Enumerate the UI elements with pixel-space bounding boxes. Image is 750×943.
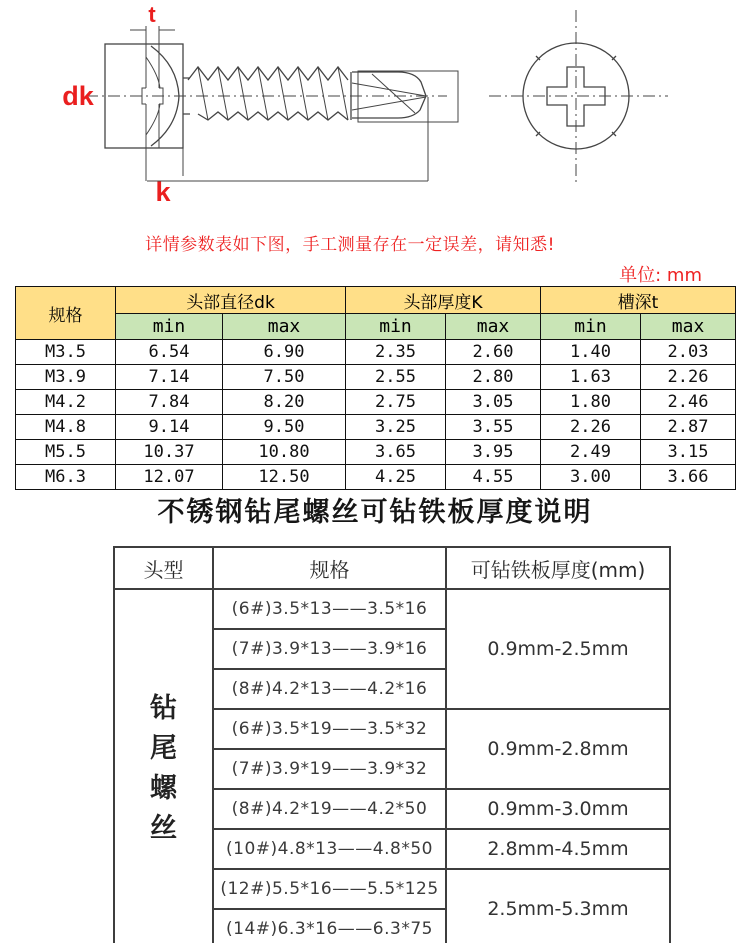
value-cell: 2.49 [541,440,641,465]
table-row [16,390,736,415]
thickness-cell: 0.9mm-2.8mm [446,709,670,789]
value-cell: 4.25 [346,465,446,490]
column-header-head-type: 头型 [114,547,213,589]
value-cell: 6.54 [116,340,223,365]
spec-cell: M6.3 [16,465,116,490]
spec-cell: (14#)6.3*16——6.3*75 [213,909,446,943]
spec-cell: (6#)3.5*13——3.5*16 [213,589,446,629]
value-cell: 12.07 [116,465,223,490]
value-cell: 2.87 [641,415,736,440]
drill-thickness-table [113,546,671,943]
value-cell: 3.00 [541,465,641,490]
column-header-spec: 规格 [213,547,446,589]
dimension-label-t: t [148,2,156,27]
subheader-max: max [223,314,346,340]
subheader-max: max [446,314,541,340]
column-header-spec: 规格 [16,287,116,340]
head-dimensions-table [15,286,736,490]
value-cell: 1.63 [541,365,641,390]
value-cell: 3.95 [446,440,541,465]
value-cell: 9.14 [116,415,223,440]
value-cell: 7.84 [116,390,223,415]
value-cell: 3.55 [446,415,541,440]
column-header-slot-depth: 槽深t [541,287,736,314]
spec-cell: M5.5 [16,440,116,465]
value-cell: 2.35 [346,340,446,365]
screw-side-view [62,2,458,207]
table-row [16,415,736,440]
value-cell: 4.55 [446,465,541,490]
spec-cell: M4.8 [16,415,116,440]
value-cell: 2.75 [346,390,446,415]
value-cell: 3.25 [346,415,446,440]
value-cell: 12.50 [223,465,346,490]
spec-cell: M3.5 [16,340,116,365]
value-cell: 2.80 [446,365,541,390]
value-cell: 10.37 [116,440,223,465]
unit-note: 单位: mm [619,265,702,286]
spec-cell: (8#)4.2*13——4.2*16 [213,669,446,709]
value-cell: 2.46 [641,390,736,415]
column-header-thickness: 可钻铁板厚度(mm) [446,547,670,589]
table-row [16,365,736,390]
column-header-head-diameter: 头部直径dk [116,287,346,314]
value-cell: 3.66 [641,465,736,490]
table-row [114,589,670,629]
value-cell: 2.03 [641,340,736,365]
section-title: 不锈钢钻尾螺丝可钻铁板厚度说明 [157,497,593,528]
value-cell: 6.90 [223,340,346,365]
value-cell: 3.05 [446,390,541,415]
table-subheader-row [16,314,736,340]
spec-cell: (8#)4.2*19——4.2*50 [213,789,446,829]
measurement-disclaimer: 详情参数表如下图，手工测量存在一定误差，请知悉! [145,235,555,255]
value-cell: 1.80 [541,390,641,415]
spec-cell: M3.9 [16,365,116,390]
table-row [16,340,736,365]
value-cell: 7.14 [116,365,223,390]
spec-cell: M4.2 [16,390,116,415]
spec-cell: (7#)3.9*19——3.9*32 [213,749,446,789]
spec-cell: (12#)5.5*16——5.5*125 [213,869,446,909]
thickness-cell: 2.8mm-4.5mm [446,829,670,869]
table-header-row [114,547,670,589]
value-cell: 3.65 [346,440,446,465]
screw-technical-drawing [0,0,750,215]
subheader-min: min [346,314,446,340]
value-cell: 2.26 [641,365,736,390]
dimension-label-k: k [155,177,171,207]
value-cell: 2.26 [541,415,641,440]
subheader-max: max [641,314,736,340]
value-cell: 8.20 [223,390,346,415]
head-type-value: 钻 尾 螺 丝 [114,589,213,943]
subheader-min: min [116,314,223,340]
value-cell: 2.60 [446,340,541,365]
value-cell: 3.15 [641,440,736,465]
column-header-head-thickness: 头部厚度K [346,287,541,314]
value-cell: 10.80 [223,440,346,465]
table-row [16,440,736,465]
value-cell: 2.55 [346,365,446,390]
thickness-cell: 2.5mm-5.3mm [446,869,670,943]
spec-cell: (6#)3.5*19——3.5*32 [213,709,446,749]
table-header-row [16,287,736,314]
value-cell: 1.40 [541,340,641,365]
table-row [16,465,736,490]
value-cell: 9.50 [223,415,346,440]
spec-cell: (10#)4.8*13——4.8*50 [213,829,446,869]
value-cell: 7.50 [223,365,346,390]
dimension-label-dk: dk [62,81,94,111]
screw-head-front-view [489,10,668,182]
spec-cell: (7#)3.9*13——3.9*16 [213,629,446,669]
thickness-cell: 0.9mm-3.0mm [446,789,670,829]
subheader-min: min [541,314,641,340]
thickness-cell: 0.9mm-2.5mm [446,589,670,709]
